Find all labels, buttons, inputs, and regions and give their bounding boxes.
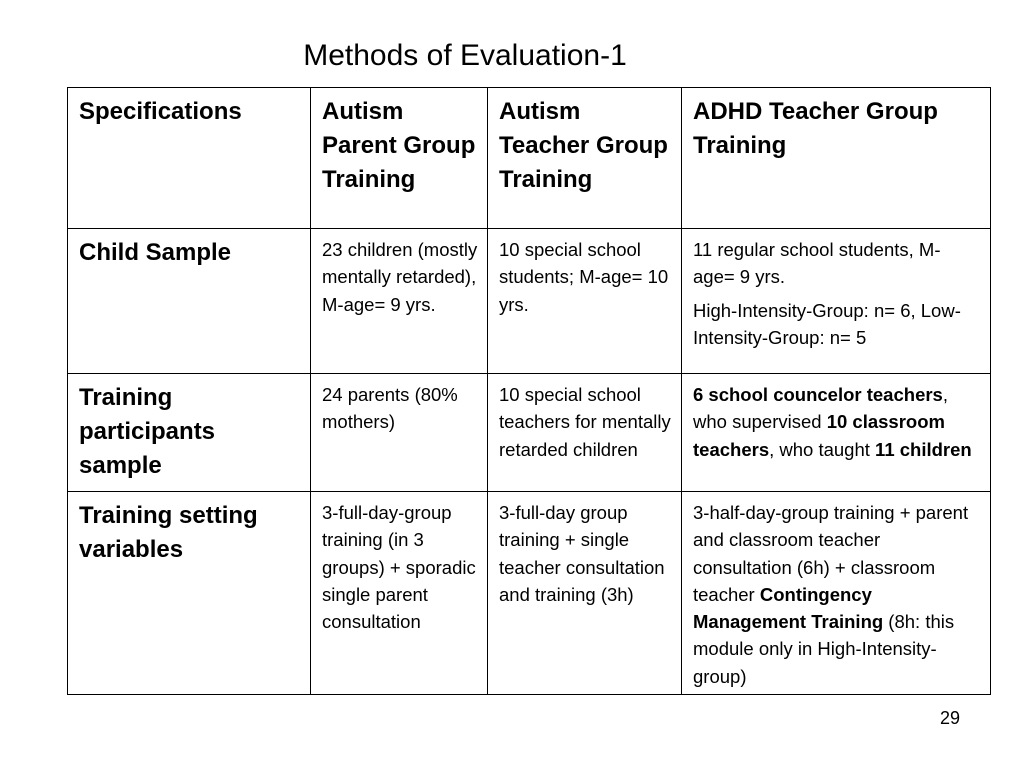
- header-autism-teacher-group-training: Autism Teacher Group Training: [488, 88, 682, 229]
- row-label-training-setting: Training setting variables: [68, 492, 311, 695]
- cell-participants-adhd-teacher: [682, 374, 991, 492]
- children-count-bold-text: 11 children: [875, 438, 972, 460]
- child-sample-students-text: 11 regular school students, M-age= 9 yrs.: [693, 239, 941, 288]
- page-number: 29: [939, 708, 960, 728]
- setting-description-text: 3-half-day-group training + parent and classroom teacher consultation (6h) + classroom teacher: [693, 502, 969, 605]
- classroom-teachers-bold-text: 10 classroom teachers: [693, 411, 945, 460]
- taught-text: , who taught: [769, 438, 876, 460]
- row-label-training-participants: Training participants sample: [68, 374, 311, 492]
- child-sample-groups-text: High-Intensity-Group: n= 6, Low-Intensity-Group: n= 5: [693, 299, 961, 348]
- table-row-child-sample: [68, 229, 991, 374]
- header-adhd-teacher-group-training: ADHD Teacher Group Training: [682, 88, 991, 229]
- table-row-training-participants: [68, 374, 991, 492]
- evaluation-methods-table: [67, 87, 991, 695]
- contingency-management-bold-text: Contingency Management Training: [693, 583, 884, 633]
- cell-child-sample-autism-parent: 23 children (mostly mentally retarded), M-age= 9 yrs.: [311, 229, 488, 374]
- cell-child-sample-autism-teacher: 10 special school students; M-age= 10 yrs.: [488, 229, 682, 374]
- header-autism-parent-group-training: Autism Parent Group Training: [311, 88, 488, 229]
- supervised-text: , who supervised: [693, 384, 948, 433]
- cell-participants-autism-teacher: 10 special school teachers for mentally retarded children: [488, 374, 682, 492]
- councelor-teachers-bold-text: 6 school councelor teachers: [693, 384, 943, 405]
- row-label-child-sample: Child Sample: [68, 229, 311, 374]
- table-header-row: [68, 88, 991, 229]
- header-specifications: Specifications: [68, 88, 311, 229]
- cell-setting-adhd-teacher: [682, 492, 991, 695]
- cell-child-sample-adhd-teacher: [682, 229, 991, 374]
- module-note-text: (8h: this module only in High-Intensity-group): [693, 611, 955, 687]
- table-row-training-setting: [68, 492, 991, 695]
- slide-title: Methods of Evaluation-1: [303, 39, 627, 72]
- cell-setting-autism-parent: 3-full-day-group training (in 3 groups) + sporadic single parent consultation: [311, 492, 488, 695]
- cell-participants-autism-parent: 24 parents (80% mothers): [311, 374, 488, 492]
- cell-setting-autism-teacher: 3-full-day group training + single teacher consultation and training (3h): [488, 492, 682, 695]
